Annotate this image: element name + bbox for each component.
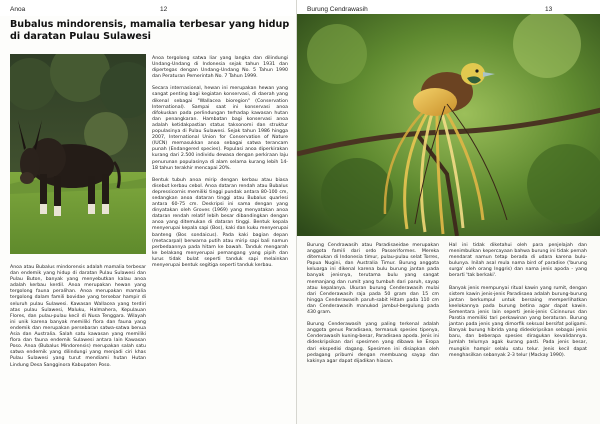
article-title: Bubalus mindorensis, mamalia terbesar yang hidup di daratan Pulau Sulawesi xyxy=(10,19,290,42)
running-head-left: Anoa xyxy=(10,6,26,13)
bird-of-paradise-photo xyxy=(297,14,600,236)
paragraph: Hal ini tidak diketahui oleh para penjelajah dan menimbulkan kepercayaan bahwa burung ini tidak pernah mendarat namun tetap berada di udara karena bulu-bulunya. Inilah asal mula nama bird of paradise ('burung surga' oleh orang Inggris) dan nama jenis apoda - yang berarti 'tak berkaki'. xyxy=(449,243,587,279)
paragraph: Banyak jenis mempunyai ritual kawin yang rumit, dengan sistem kawin jenis-jenis Paradisaea adalah burung-burung jantan berkumpul untuk bersaing memperlihatkan keelokannya pada burung betina agar dapat kawin. Sementara jenis lain seperti jenis-jenis Cicinnurus dan Parotia memiliki tari perkawinan yang beraturan. Burung jantan pada jenis yang dimorfik seksual bersifat poligami. Banyak burung hibrida yang dideskripsikan sebagai jenis baru, dan beberapa spesies diragukan kevalidannya. Jumlah telurnya agak kurang pasti. Pada jenis besar, mungkin hampir selalu satu telur. Jenis kecil dapat menghasilkan sebanyak 2-3 telur (Mackay 1990). xyxy=(449,285,587,358)
page-number-right: 13 xyxy=(545,6,553,13)
running-head-right: Burung Cendrawasih xyxy=(307,6,368,13)
left-column-1-text xyxy=(10,265,146,375)
bird-photo-svg xyxy=(297,14,600,236)
left-page-header-bar xyxy=(0,0,296,16)
paragraph: Burung Cenderawasih yang paling terkenal adalah anggota genus Paradisaea, termasuk spesies tipenya, Cenderawasih kuning-besar, Paradisaea apoda. Jenis ini dideskripsikan dari spesimen yang dibawa ke Eropa dari ekspedisi dagang. Spesimen ini disiapkan oleh pedagang pribumi dengan membuang sayap dan kakinya agar dapat dijadikan hiasan. xyxy=(307,322,439,364)
paragraph: Bentuk tubuh anoa mirip dengan kerbau atau biasa disebut kerbau cebol. Anoa dataran rendah atau Bubalus depressicornis memiliki tinggi pundak antara 80-100 cm, sedangkan anoa dataran tinggi atau Bubalus quarlesi antara 60-75 cm. Deskripsi ini sama dengan yang dinyatakan oleh Groves (1969) yang menyatakan anoa dataran rendah relatif lebih besar dibandingkan dengan anoa yang ditemukan di dataran tinggi. Bentuk kepala menyerupai kepala sapi (Bos), kaki dan kuku menyerupai banteng (Bos sondaicus). Pada kaki bagian depan (metacarpal) berwarna putih atau mirip sapi bali namun perbedaannya pada hitam ke bawah. Tanduk mengarah ke belakang menyerupai pemangang yang pipih dan lurus tidak bulat seperti tanduk sapi melainkan menyerupai bentuk segitiga seperti tanduk kerbau. xyxy=(152,177,288,268)
right-page xyxy=(296,0,600,424)
paragraph: Anoa tergolong satwa liar yang langka dan dilindungi Undang-Undang di Indonesia sejak tahun 1931 dan dipertegas dengan Undang-Undang No. 5 Tahun 1990 dan Peraturan Pemerintah No. 7 Tahun 1999. xyxy=(152,56,288,80)
paragraph: Burung Cendrawasih atau Paradisaeidae merupakan anggota famili dari ordo Passeriformes. Mereka ditemukan di Indonesia timur, pulau-pulau selat Torres, Papua Nugini, dan Australia Timur. Burung anggota keluarga ini dikenal karena bulu burung jantan pada banyak jenisnya, terutama bulu yang sangat memanjang dan rumit yang tumbuh dari paruh, sayap atau kepalanya. Ukuran burung Cenderawasih mulai dari Cenderawasih raja pada 50 gram dan 15 cm hingga Cenderawasih paruh-sabit Hitam pada 110 cm dan Cenderawasih manukod jambul-bergulung pada 430 gram. xyxy=(307,243,439,316)
anoa-photo-svg xyxy=(10,54,146,254)
right-column-1-text xyxy=(307,243,439,371)
right-column-2-text xyxy=(449,243,587,365)
left-column-2-text xyxy=(152,56,288,275)
page-number-left: 12 xyxy=(160,6,168,13)
left-page xyxy=(0,0,296,424)
paragraph: Anoa atau Bubalus mindorensis adalah mamalia terbesar dan endemik yang hidup di daratan Pulau Sulawesi dan Pulau Buton, banyak yang menyebutkan kalau anoa adalah kerbau kerdil. Anoa merupakan hewan yang tergolong fauna peralihan. Anoa merupakan mamalia tergolong dalam famili bovidae yang tersebar hampir di seluruh pulau Sulawesi. Kawasan Wallacea yang terdiri atas pulau Sulawesi, Maluku, Halmahera, Kepulauan Flores, dan pulau-pulau kecil di Nusa Tenggara. Wilayah ini unik karena banyak memiliki flora dan fauna yang endemik dan merupakan persebaran satwa-satwa benua Asia dan Australia. Salah satu kawasan yang memiliki flora dan fauna endemik Sulawesi antara lain Kawasan Poso. Anoa (Bubalus Mindorensis) merupakan salah satu satwa endemik yang dilindungi yang menjadi ciri khas Pulau Sulawesi yang turut mendiami hutan Hutan Lindung Desa Sangginora Kabupaten Poso. xyxy=(10,265,146,368)
paragraph: Secara internasional, hewan ini merupakan hewan yang sangat penting bagi kegiatan konservasi, di daerah yang dikenal sebagai "Wallacea bioregion" (Conservation International). Sampai saat ini konservasi anoa difokuskan pada perlindungan terhadap kawasan hutan dan penangkaran. Hambatan bagi konservasi anoa adalah ketidakpastian status taksonomi dan struktur populasinya di Pulau Sulawesi. Sejak tahun 1986 hingga 2007, International Union for Conservation of Nature (IUCN) memasukkan anoa sebagai satwa terancam punah (Endangered species). Populasi anoa diperkirakan kurang dari 2.500 individu dewasa dengan perkiraan laju penurunan populasinya di alam selama kurang lebih 14-18 tahun terakhir mencapai 20%. xyxy=(152,86,288,171)
anoa-photo xyxy=(10,54,146,254)
